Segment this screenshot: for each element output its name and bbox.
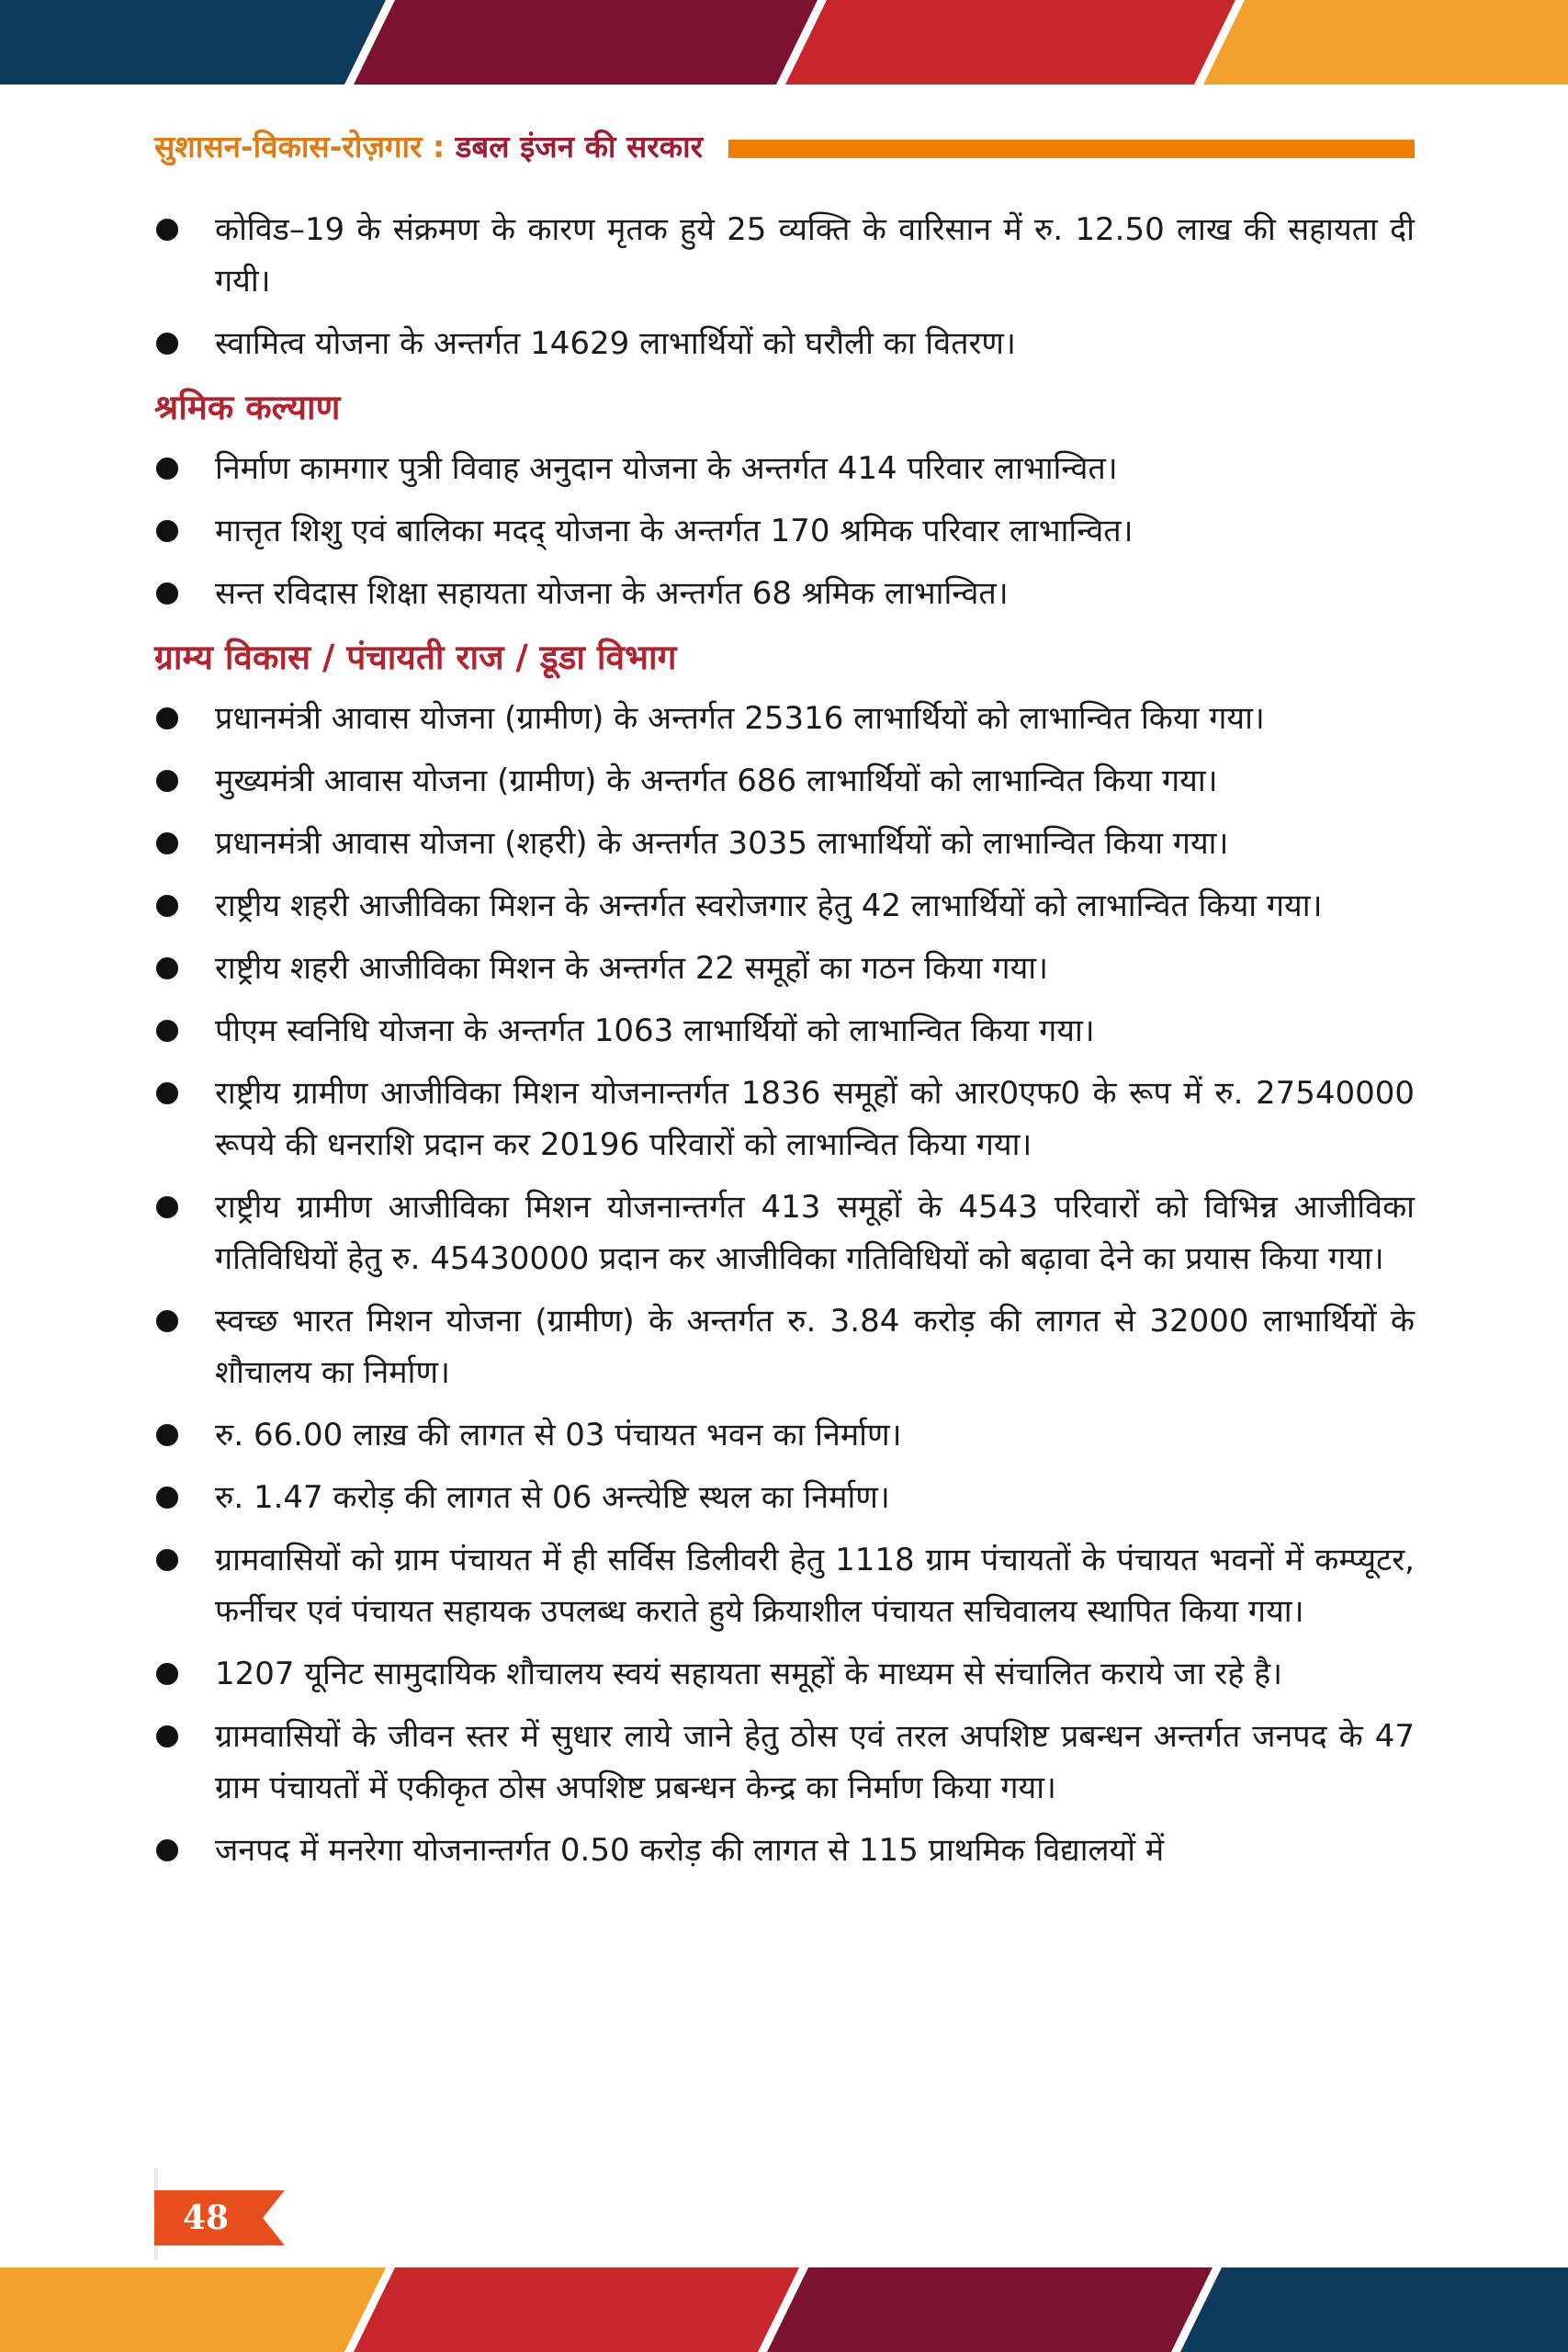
header-title-part1: सुशासन-विकास-रोज़गार : <box>154 129 456 164</box>
top-decorative-band <box>0 0 1568 85</box>
list-item-text: राष्ट्रीय ग्रामीण आजीविका मिशन योजनान्तर्गत 413 समूहों के 4543 परिवारों को विभिन्न आजीविका गतिविधियों हेतु रु. 45430000 प्रदान कर आजीविका गतिविधियों को बढ़ावा देने का प्रयास किया गया। <box>215 1189 1415 1277</box>
list-item-text: राष्ट्रीय शहरी आजीविका मिशन के अन्तर्गत 22 समूहों का गठन किया गया। <box>215 950 1048 987</box>
section-heading: ग्राम्य विकास / पंचायती राज / डूडा विभाग <box>154 638 677 677</box>
list-item <box>154 1825 1415 1876</box>
list-item-text: स्वच्छ भारत मिशन योजना (ग्रामीण) के अन्तर्गत रु. 3.84 करोड़ की लागत से 32000 लाभार्थियों के शौचालय का निर्माण। <box>215 1303 1415 1391</box>
list-item-text: रु. 1.47 करोड़ की लागत से 06 अन्त्येष्टि स्थल का निर्माण। <box>215 1479 890 1516</box>
list-item <box>154 1409 1415 1461</box>
list-item <box>154 1068 1415 1170</box>
list-item-text: निर्माण कामगार पुत्री विवाह अनुदान योजना के अन्तर्गत 414 परिवार लाभान्वित। <box>215 450 1118 487</box>
list-item <box>154 943 1415 994</box>
bullet-icon <box>156 333 178 355</box>
page-number: 48 <box>182 2199 230 2237</box>
bullet-icon <box>156 1487 178 1509</box>
bullet-icon <box>156 1020 178 1042</box>
bullet-icon <box>156 1549 178 1571</box>
bullet-icon <box>156 1424 178 1446</box>
list-item-text: कोविड–19 के संक्रमण के कारण मृतक हुये 25 व्यक्ति के वारिसान में रु. 12.50 लाख की सहायता दी गयी। <box>215 211 1415 300</box>
list-item <box>154 693 1415 744</box>
bullet-icon <box>156 707 178 729</box>
bullet-icon <box>156 1839 178 1861</box>
bullet-icon <box>156 520 178 542</box>
header-title-part2: डबल इंजन की सरकार <box>455 129 704 164</box>
list-item-text: सन्त रविदास शिक्षा सहायता योजना के अन्तर्गत 68 श्रमिक लाभान्वित। <box>215 575 1009 612</box>
bottom-decorative-band <box>0 2267 1568 2352</box>
list-item <box>154 1711 1415 1814</box>
list-item <box>154 204 1415 307</box>
list-item <box>154 1005 1415 1057</box>
list-item <box>154 443 1415 494</box>
list-item-text: 1207 यूनिट सामुदायिक शौचालय स्वयं सहायता समूहों के माध्यम से संचालित कराये जा रहे है। <box>215 1656 1283 1692</box>
list-item <box>154 1534 1415 1637</box>
bullet-icon <box>156 219 178 241</box>
bullet-icon <box>156 1663 178 1685</box>
list-item <box>154 1472 1415 1523</box>
list-item <box>154 505 1415 557</box>
list-item-text: मुख्यमंत्री आवास योजना (ग्रामीण) के अन्तर्गत 686 लाभार्थियों को लाभान्वित किया गया। <box>215 763 1218 799</box>
list-item <box>154 755 1415 807</box>
list-item-text: मात्तृत शिशु एवं बालिका मदद् योजना के अन्तर्गत 170 श्रमिक परिवार लाभान्वित। <box>215 513 1134 549</box>
bullet-icon <box>156 832 178 854</box>
list-item <box>154 318 1415 369</box>
list-item <box>154 880 1415 932</box>
list-item-text: जनपद में मनरेगा योजनान्तर्गत 0.50 करोड़ की लागत से 115 प्राथमिक विद्यालयों में <box>215 1832 1165 1869</box>
list-item <box>154 568 1415 619</box>
list-item-text: ग्रामवासियों के जीवन स्तर में सुधार लाये जाने हेतु ठोस एवं तरल अपशिष्ट प्रबन्धन अन्तर्गत जनपद के 47 ग्राम पंचायतों में एकीकृत ठोस अपशिष्ट प्रबन्धन केन्द्र का निर्माण किया गया। <box>215 1718 1415 1806</box>
list-item-text: राष्ट्रीय शहरी आजीविका मिशन के अन्तर्गत स्वरोजगार हेतु 42 लाभार्थियों को लाभान्वित किया गया। <box>215 888 1323 924</box>
list-item-text: पीएम स्वनिधि योजना के अन्तर्गत 1063 लाभार्थियों को लाभान्वित किया गया। <box>215 1012 1095 1049</box>
list-item-text: प्रधानमंत्री आवास योजना (ग्रामीण) के अन्तर्गत 25316 लाभार्थियों को लाभान्वित किया गया। <box>215 700 1265 737</box>
page-content <box>154 204 1415 1887</box>
list-item-text: रु. 66.00 लाख़ की लागत से 03 पंचायत भवन का निर्माण। <box>215 1417 902 1453</box>
bullet-icon <box>156 770 178 792</box>
list-item <box>154 818 1415 869</box>
list-item <box>154 1648 1415 1700</box>
list-item <box>154 1182 1415 1284</box>
list-item-text: राष्ट्रीय ग्रामीण आजीविका मिशन योजनान्तर्गत 1836 समूहों को आर0एफ0 के रूप में रु. 27540000 रूपये की धनराशि प्रदान कर 20196 परिवारों को लाभान्वित किया गया। <box>215 1075 1415 1163</box>
section-heading: श्रमिक कल्याण <box>154 388 341 427</box>
bullet-icon <box>156 1725 178 1747</box>
list-item-text: ग्रामवासियों को ग्राम पंचायत में ही सर्विस डिलीवरी हेतु 1118 ग्राम पंचायतों के पंचायत भवनों में कम्प्यूटर, फर्नीचर एवं पंचायत सहायक उपलब्ध कराते हुये क्रियाशील पंचायत सचिवालय स्थापित किया गया। <box>215 1542 1415 1630</box>
list-item <box>154 1295 1415 1398</box>
bullet-icon <box>156 1310 178 1332</box>
bullet-icon <box>156 957 178 979</box>
list-item-text: प्रधानमंत्री आवास योजना (शहरी) के अन्तर्गत 3035 लाभार्थियों को लाभान्वित किया गया। <box>215 825 1229 862</box>
bullet-icon <box>156 1196 178 1218</box>
page-number-tab <box>154 2190 285 2245</box>
running-header <box>154 127 1415 171</box>
list-item-text: स्वामित्व योजना के अन्तर्गत 14629 लाभार्थियों को घरौली का वितरण। <box>215 325 1016 362</box>
bullet-icon <box>156 582 178 605</box>
header-title <box>154 127 703 167</box>
bullet-icon <box>156 1082 178 1104</box>
header-rule <box>728 140 1415 158</box>
bullet-icon <box>156 895 178 917</box>
bullet-icon <box>156 458 178 480</box>
